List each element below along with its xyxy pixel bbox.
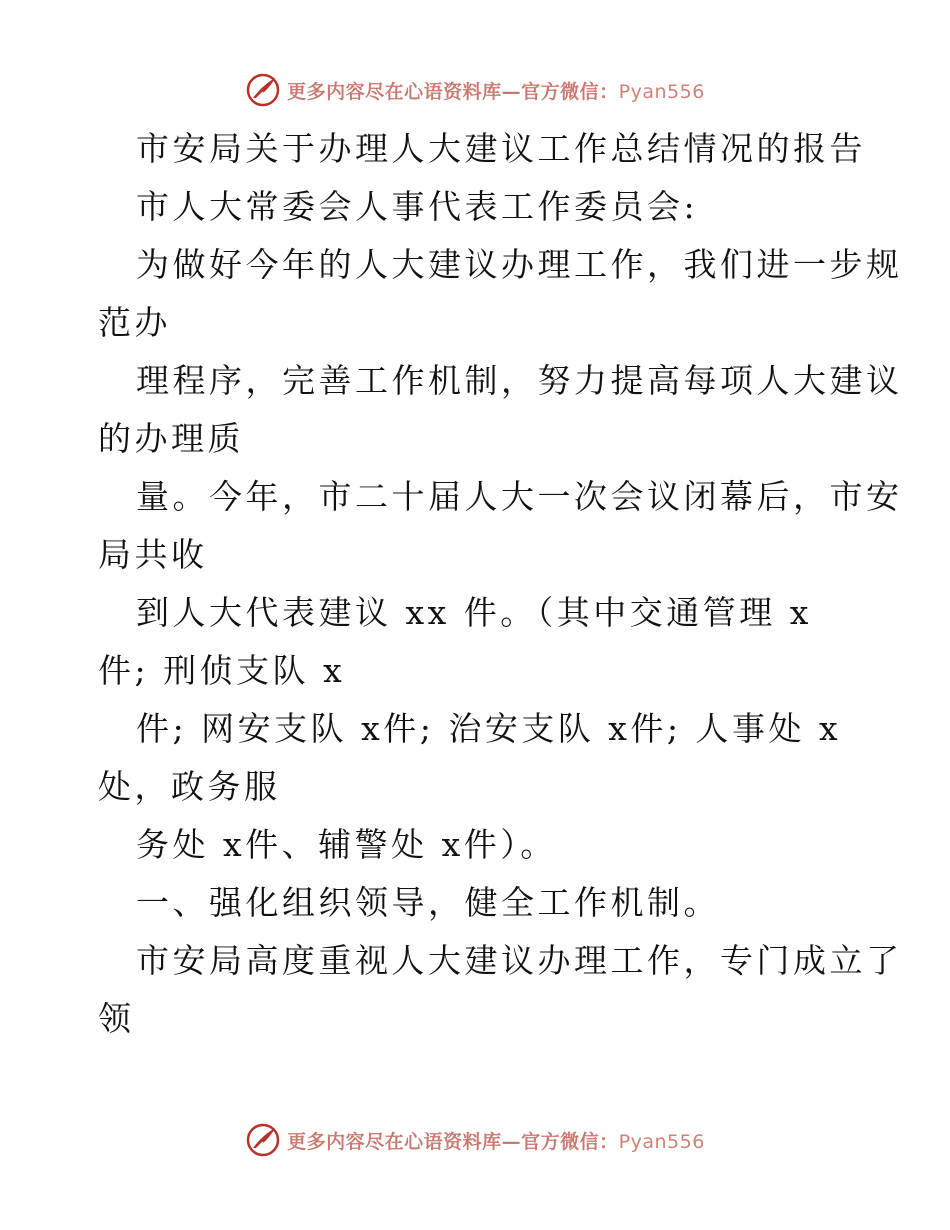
document-line: 理程序，完善工作机制，努力提高每项人大建议: [136, 361, 903, 400]
document-line: 务处 x件、辅警处 x件）。: [136, 825, 557, 864]
document-line: 到人大代表建议 xx 件。（其中交通管理 x: [136, 593, 812, 632]
document-line: 领: [98, 999, 135, 1038]
document-line: 为做好今年的人大建议办理工作，我们进一步规: [136, 245, 903, 284]
document-line: 局共收: [98, 535, 208, 574]
watermark-wechat-id: Pyan556: [618, 80, 705, 103]
document-line: 件; 刑侦支队 x: [98, 651, 346, 690]
watermark-banner-bottom: [0, 1118, 950, 1162]
document-line: 市安局关于办理人大建议工作总结情况的报告: [136, 129, 866, 168]
document-line: 处，政务服: [98, 767, 281, 806]
document-line: 的办理质: [98, 419, 244, 458]
document-line: 市人大常委会人事代表工作委员会:: [136, 187, 699, 226]
document-line: 市安局高度重视人大建议办理工作，专门成立了: [136, 941, 903, 980]
watermark-label: 更多内容尽在心语资料库—官方微信：: [287, 80, 619, 103]
watermark-banner-top: [0, 68, 950, 112]
quill-logo-icon: [245, 72, 281, 108]
watermark-text: [287, 77, 705, 104]
watermark-wechat-id: Pyan556: [618, 1130, 705, 1153]
document-line: 一、强化组织领导，健全工作机制。: [136, 883, 720, 922]
document-line: 范办: [98, 303, 171, 342]
document-line: 量。今年，市二十届人大一次会议闭幕后，市安: [136, 477, 903, 516]
watermark-text: [287, 1127, 705, 1154]
quill-logo-icon: [245, 1122, 281, 1158]
document-line: 件; 网安支队 x件; 治安支队 x件; 人事处 x: [136, 709, 842, 748]
watermark-label: 更多内容尽在心语资料库—官方微信：: [287, 1130, 619, 1153]
document-body: [98, 120, 903, 1048]
